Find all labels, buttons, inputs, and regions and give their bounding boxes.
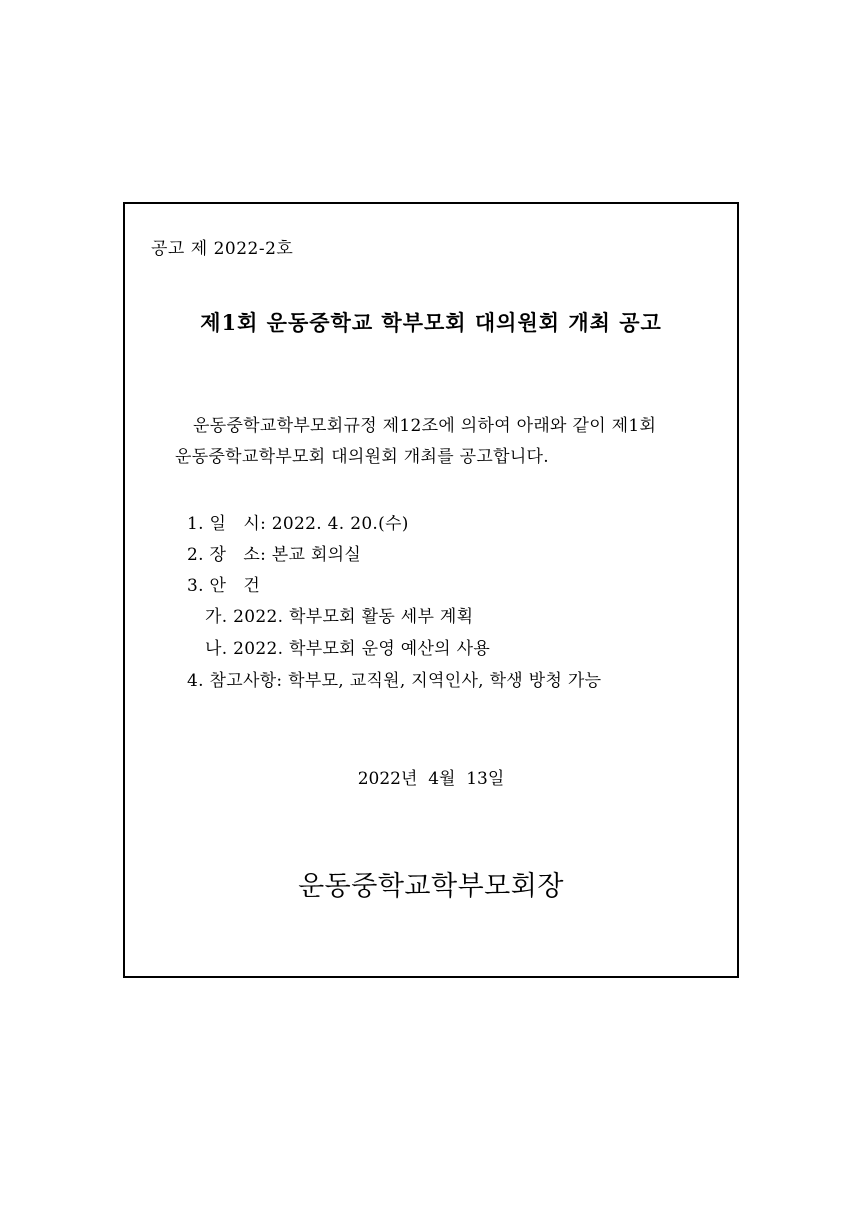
intro-line-1: 운동중학교학부모회규정 제12조에 의하여 아래와 같이 제1회 xyxy=(193,416,657,436)
signature: 운동중학교학부모회장 xyxy=(298,871,564,902)
item-date: 1. 일 시: 2022. 4. 20.(수) xyxy=(187,514,409,534)
item-agenda: 3. 안 건 xyxy=(187,576,261,596)
item-reference: 4. 참고사항: 학부모, 교직원, 지역인사, 학생 방청 가능 xyxy=(187,671,602,691)
notice-number: 공고 제 2022-2호 xyxy=(151,239,294,259)
notice-box xyxy=(123,202,739,978)
issue-date: 2022년 4월 13일 xyxy=(357,769,505,789)
agenda-item-a: 가. 2022. 학부모회 활동 세부 계획 xyxy=(205,607,474,627)
agenda-item-b: 나. 2022. 학부모회 운영 예산의 사용 xyxy=(205,639,491,659)
item-place: 2. 장 소: 본교 회의실 xyxy=(187,545,362,565)
intro-line-2: 운동중학교학부모회 대의원회 개최를 공고합니다. xyxy=(175,447,549,467)
notice-title: 제1회 운동중학교 학부모회 대의원회 개최 공고 xyxy=(200,310,662,335)
